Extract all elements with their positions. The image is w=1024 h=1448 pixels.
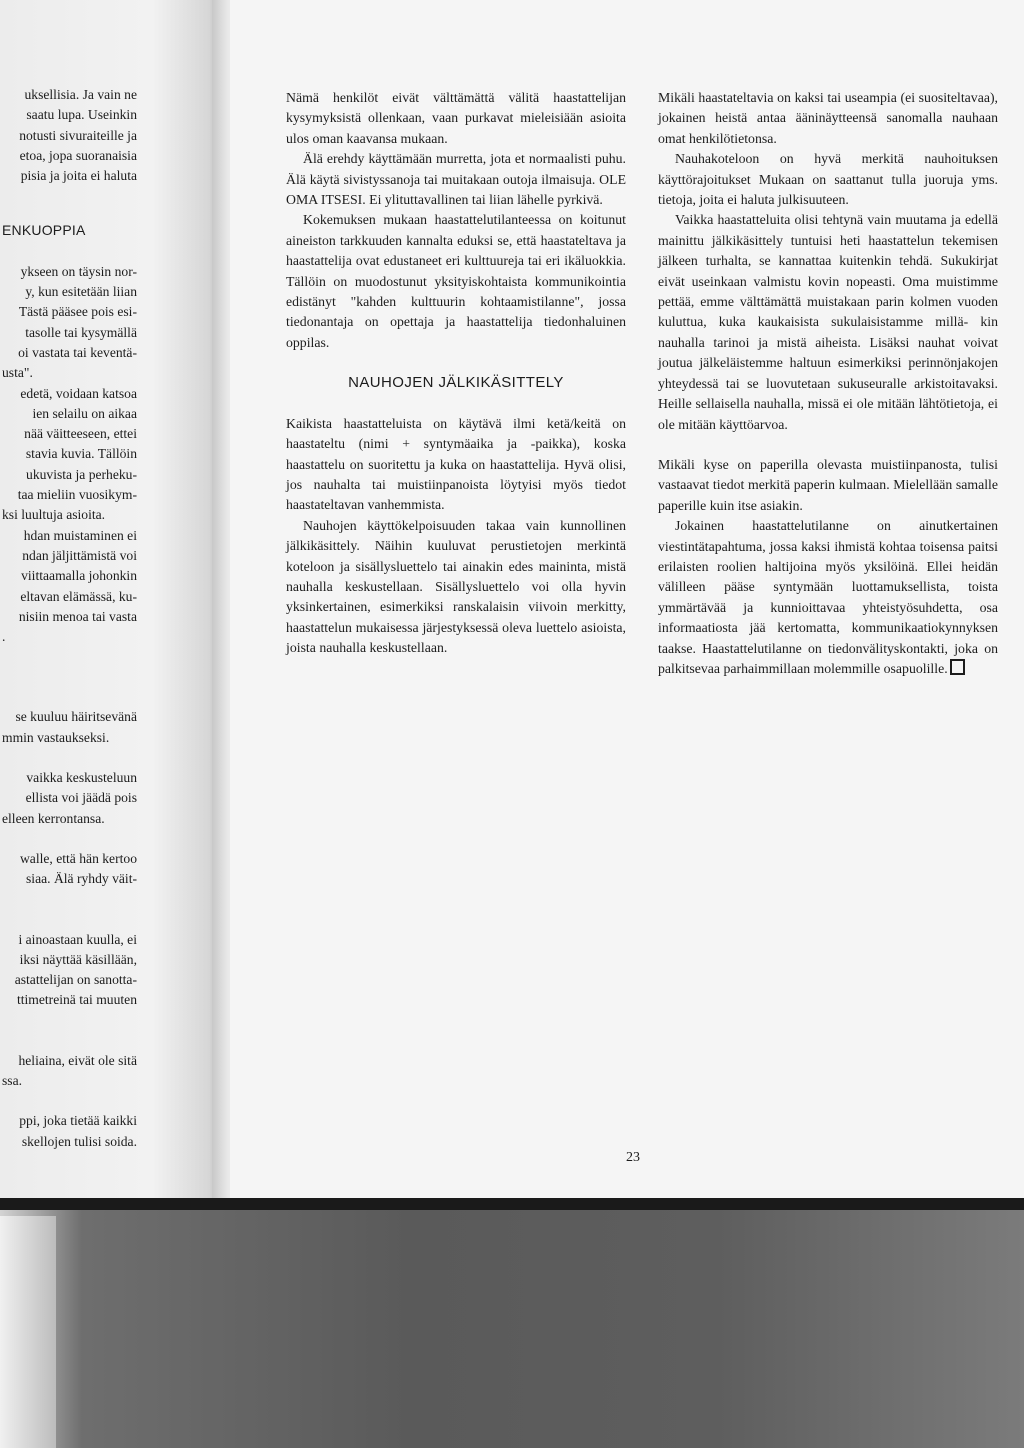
text-line: ssa. <box>2 1072 23 1088</box>
text-line: hdan muistaminen ei <box>23 527 137 543</box>
text-line: y, kun esitetään liian <box>25 284 137 300</box>
paragraph: Mikäli kyse on paperilla olevasta muistiinpanosta, tulisi vastaavat tiedot merkitä paperin kulmaan. Mielellään samalle paperille kuin itse asiakin. <box>658 456 998 513</box>
text-line: . <box>2 629 6 645</box>
text-line: ttimetreinä tai muuten <box>16 992 137 1008</box>
left-block-b <box>0 262 137 648</box>
paragraph: Nauhakoteloon on hyvä merkitä nauhoituksen käyttörajoitukset Mukaan on saattanut tulla juoruja yms. tietoja, joita ei haluta julkisuuteen. <box>658 151 998 208</box>
text-line: uksellisia. Ja vain ne <box>24 87 137 102</box>
text-line: taa mieliin vuosikym- <box>17 487 137 503</box>
paragraph: Kokemuksen mukaan haastattelutilanteessa on koitunut aineiston tarkkuuden kannalta eduksi se, että haastateltava ja haastattelija ovat edustaneet eri kulttuureja tai eri ikäluokkia. Tällöin on muodostunut yksityiskohtaista kommunikointia edistänyt "kahden kulttuurin kohtaamistilanne", jossa tiedonantaja on opettaja ja haastattelija tiedonhaluinen oppilas. <box>286 212 626 350</box>
text-line: nää väitteeseen, ettei <box>24 426 137 442</box>
section-heading: NAUHOJEN JÄLKIKÄSITTELY <box>348 374 564 392</box>
paragraph-text: Jokainen haastattelutilanne on ainutkertainen viestintätapahtuma, jossa kaksi ihmistä kohtaa toisensa paitsi erilaisten roolien haltijoina myös yksilöinä. Ellei heidän välilleen pääse syntymään luottamuksellista, toista ymmärtävää ja kunnioittavaa yhteistyösuhdetta, osa informaatiosta jää kertomatta, kommunikaatiokynnyksen taakse. Haastattelutilanne on tiedonvälityskontakti, joka on palkitsevaa parhaimmillaan molemmille osapuolille. <box>658 518 998 676</box>
text-line: walle, että hän kertoo <box>19 850 137 866</box>
text-line: etoa, jopa suoranaisia <box>19 147 137 163</box>
paragraph: Kaikista haastatteluista on käytävä ilmi ketä/keitä on haastateltu (nimi + syntymäaika ja -paikka), koska haastattelu on suoritettu ja kuka on haastattelija. Hyvä olisi, jos nauhalta tai muistiinpanoista löytyisi myös tiedot haastateltavan vanhemmista. <box>286 415 626 513</box>
text-line: astattelijan on sanotta- <box>14 972 137 988</box>
text-line: ykseen on täysin nor- <box>20 263 137 279</box>
text-line: eltavan elämässä, ku- <box>20 588 137 604</box>
text-line: nisiin menoa tai vasta <box>18 608 137 624</box>
text-line: ukuvista ja perheku- <box>26 466 137 482</box>
text-line: tasolle tai kysymällä <box>25 324 137 340</box>
text-line: se kuuluu häiritsevänä <box>15 709 137 725</box>
paragraph: Vaikka haastatteluita olisi tehtynä vain muutama ja edellä mainittu jälkikäsittely tuntuisi heti haastattelun tekemisen jälkeen turhalta, se kannattaa kuitenkin tehdä. Sukukirjat eivät useinkaan valmistu kovin nopeasti. Oma muistimme pettää, emme välttämättä muistakaan parin kolmen vuoden kuluttua, kuka kaukaisista sukulaisistamme millä- kin nauhalla tarinoi ja mistä aiheista. Lisäksi nauhat voivat joutua jälkeläistemme haltuun esimerkiksi perinnönjakojen yhteydessä tai se luovutetaan sukuseuralle arkistoitavaksi. Heille sellaisella nauhalla, missä ei ole mitään lähtötietoja, ei ole mitään käyttöarvoa. <box>658 212 998 432</box>
text-column-left <box>286 88 626 659</box>
left-page-heading: ENKUOPPIA <box>2 222 86 239</box>
text-line: vaikka keskusteluun <box>26 770 137 786</box>
left-block-c <box>0 707 137 748</box>
text-line: ksi luultuja asioita. <box>2 507 106 523</box>
page-number: 23 <box>626 1150 640 1165</box>
text-line: ien selailu on aikaa <box>32 405 137 421</box>
scan-background-left <box>0 1216 56 1448</box>
text-line: Tästä pääsee pois esi- <box>18 304 137 320</box>
text-line: pisia ja joita ei haluta <box>20 168 137 184</box>
paragraph: Mikäli haastateltavia on kaksi tai useampia (ei suositeltavaa), jokainen heistä antaa ääninäytteensä sanomalla nauhaan omat henkilötietonsa. <box>658 90 998 146</box>
text-line: ellista voi jäädä pois <box>25 790 137 806</box>
end-of-article-square-icon <box>950 659 965 675</box>
paragraph: Nauhojen käyttökelpoisuuden takaa vain kunnollinen jälkikäsittely. Näihin kuuluvat perustietojen merkintä koteloon ja sisällysluettelo tai ainakin edes maininta, mistä nauhalla keskustellaan. Sisällysluettelo voi olla hyvin yksinkertainen, esimerkiksi ranskalaisin viivoin merkitty, haastattelun mukaisessa järjestyksessä oleva luettelo asioista, joista nauhalla keskustellaan. <box>286 517 626 656</box>
text-line: skellojen tulisi soida. <box>21 1133 137 1149</box>
text-line: stavia kuvia. Tällöin <box>25 446 137 462</box>
left-page <box>0 0 218 1198</box>
left-block-a <box>0 85 137 186</box>
text-line: notusti sivuraiteille ja <box>19 127 137 143</box>
text-line: usta". <box>2 365 33 381</box>
paragraph: Älä erehdy käyttämään murretta, jota et normaalisti puhu. Älä käytä sivistyssanoja tai muitakaan outoja ilmaisuja. OLE OMA ITSESI. Ei ylituttavallinen tai liian lähelle pyrkivä. <box>286 151 626 208</box>
text-line: ppi, joka tietää kaikki <box>19 1113 137 1129</box>
text-line: oi vastata tai keventä- <box>18 344 137 360</box>
text-line: viittaamalla johonkin <box>21 568 137 584</box>
scan-background-surface <box>0 1210 1024 1448</box>
text-line: saatu lupa. Useinkin <box>26 107 137 123</box>
text-line: ndan jäljittämistä voi <box>22 547 137 563</box>
left-block-e <box>0 849 137 890</box>
left-block-g <box>0 1051 137 1092</box>
text-line: elleen kerrontansa. <box>2 810 105 826</box>
left-block-f <box>0 930 137 1011</box>
paragraph <box>658 516 998 679</box>
text-line: edetä, voidaan katsoa <box>20 385 137 401</box>
left-block-d <box>0 768 137 829</box>
text-line: i ainoastaan kuulla, ei <box>18 931 137 947</box>
left-page-text-column <box>0 85 137 1152</box>
text-line: mmin vastaukseksi. <box>2 729 110 745</box>
text-column-right <box>658 88 998 679</box>
left-block-h <box>0 1111 137 1152</box>
text-line: siaa. Älä ryhdy väit- <box>26 871 137 887</box>
paragraph: Nämä henkilöt eivät välttämättä välitä haastattelijan kysymyksistä ollenkaan, vaan purkavat mieleisiään asioita ulos oman kaavansa mukaan. <box>286 90 626 146</box>
text-line: iksi näyttää käsillään, <box>19 951 137 967</box>
text-line: heliaina, eivät ole sitä <box>18 1052 137 1068</box>
